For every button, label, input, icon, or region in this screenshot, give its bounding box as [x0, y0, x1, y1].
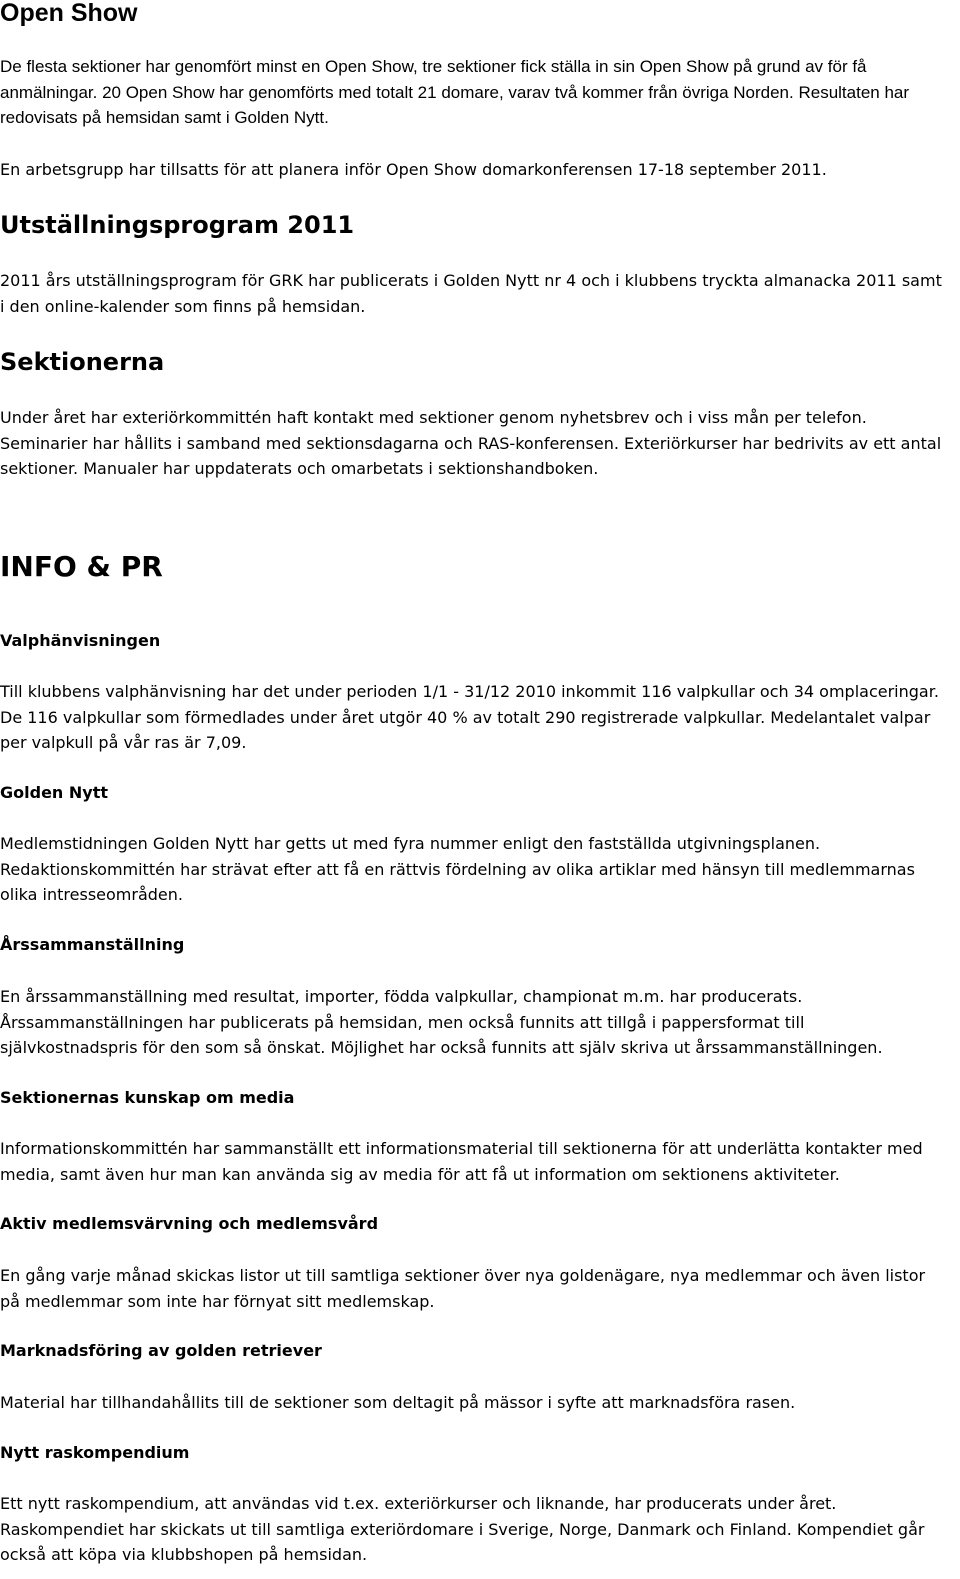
paragraph-open-show-working-group: En arbetsgrupp har tillsatts för att planera inför Open Show domarkonferensen 17-18 september 2011. — [0, 160, 827, 179]
heading-utstallningsprogram: Utställningsprogram 2011 — [0, 211, 355, 239]
heading-sektionerna: Sektionerna — [0, 348, 165, 376]
paragraph-sektionernas-kunskap-om-media: Informationskommittén har sammanställt ett informationsmaterial till sektionerna för att underlätta kontakter med media, samt även hur man kan använda sig av media för att få ut information om sektionens aktiviteter. — [0, 1139, 923, 1184]
paragraph-utstallningsprogram: 2011 års utställningsprogram för GRK har publicerats i Golden Nytt nr 4 och i klubbens tryckta almanacka 2011 samt i den online-kalender som finns på hemsidan. — [0, 271, 942, 316]
subheading-golden-nytt: Golden Nytt — [0, 783, 108, 802]
paragraph-valphanvisningen: Till klubbens valphänvisning har det under perioden 1/1 - 31/12 2010 inkommit 116 valpkullar och 34 omplaceringar. De 116 valpkullar som förmedlades under året utgör 40 % av totalt 290 registrerade valpkullar. Medelantalet valpar per valpkull på vår ras är 7,09. — [0, 682, 939, 752]
heading-open-show: Open Show — [0, 0, 138, 27]
paragraph-golden-nytt: Medlemstidningen Golden Nytt har getts ut med fyra nummer enligt den fastställda utgivningsplanen. Redaktionskommittén har strävat efter att få en rättvis fördelning av olika artiklar med hänsyn till medlemmarnas olika intresseområden. — [0, 834, 915, 904]
subheading-nytt-raskompendium: Nytt raskompendium — [0, 1443, 190, 1462]
paragraph-marknadsforing: Material har tillhandahållits till de sektioner som deltagit på mässor i syfte att marknadsföra rasen. — [0, 1393, 796, 1412]
subheading-marknadsforing: Marknadsföring av golden retriever — [0, 1341, 322, 1360]
subheading-sektionernas-kunskap-om-media: Sektionernas kunskap om media — [0, 1088, 295, 1107]
subheading-arssammanstallning: Årssammanställning — [0, 935, 185, 954]
paragraph-open-show-results: De flesta sektioner har genomfört minst en Open Show, tre sektioner fick ställa in sin Open Show på grund av för få anmälningar. 20 Open Show har genomförts med totalt 21 domare, varav två kommer från övriga Norden. Resultaten har redovisats på hemsidan samt i Golden Nytt. — [0, 57, 910, 127]
heading-info-pr: INFO & PR — [0, 550, 163, 583]
subheading-aktiv-medlemsvarvning: Aktiv medlemsvärvning och medlemsvård — [0, 1214, 379, 1233]
paragraph-sektionerna: Under året har exteriörkommittén haft kontakt med sektioner genom nyhetsbrev och i viss mån per telefon. Seminarier har hållits i samband med sektionsdagarna och RAS-konferensen. Exteriörkurser har bedrivits av ett antal sektioner. Manualer har uppdaterats och omarbetats i sektionshandboken. — [0, 408, 942, 478]
paragraph-nytt-raskompendium: Ett nytt raskompendium, att användas vid t.ex. exteriörkurser och liknande, har producerats under året. Raskompendiet har skickats ut till samtliga exteriördomare i Sverige, Norge, Danmark och Finland. Kompendiet går också att köpa via klubbshopen på hemsidan. — [0, 1494, 925, 1564]
paragraph-aktiv-medlemsvarvning: En gång varje månad skickas listor ut till samtliga sektioner över nya goldenägare, nya medlemmar och även listor på medlemmar som inte har förnyat sitt medlemskap. — [0, 1266, 926, 1311]
paragraph-arssammanstallning: En årssammanställning med resultat, importer, födda valpkullar, championat m.m. har producerats. Årssammanställningen har publicerats på hemsidan, men också funnits att tillgå i pappersformat till självkostnadspris för den som så önskat. Möjlighet har också funnits att själv skriva ut årssammanställningen. — [0, 987, 883, 1057]
subheading-valphanvisningen: Valphänvisningen — [0, 631, 161, 650]
